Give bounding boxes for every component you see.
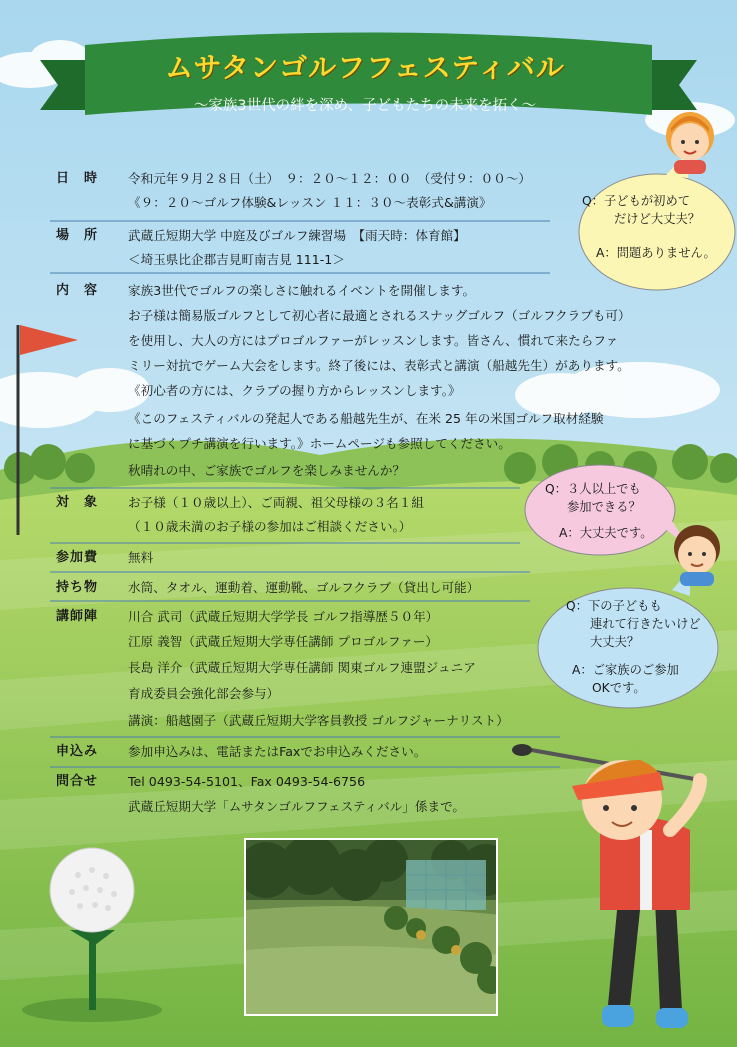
detail-label: 講師陣 [56, 609, 99, 624]
detail-line: 講演：船越園子（武蔵丘短期大学客員教授 ゴルフジャーナリスト） [128, 713, 509, 728]
detail-line: 武蔵丘短期大学「ムサタンゴルフフェスティバル」係まで。 [128, 799, 466, 814]
detail-line: 長島 洋介（武蔵丘短期大学専任講師 関東ゴルフ連盟ジュニア [128, 660, 476, 675]
detail-line: 参加申込みは、電話またはFaxでお申込みください。 [128, 744, 427, 759]
detail-line: 家族3世代でゴルフの楽しさに触れるイベントを開催します。 [128, 283, 476, 298]
detail-line: に基づくプチ講演を行います。》ホームページも参照してください。 [128, 436, 511, 451]
faq-answer: A：ご家族のご参加 [572, 663, 679, 677]
detail-label: 対 象 [56, 495, 99, 510]
detail-label: 申込み [56, 744, 99, 759]
detail-line: 《このフェスティバルの発起人である船越先生が、在米 25 年の米国ゴルフ取材経験 [128, 411, 604, 426]
header-banner [85, 30, 645, 128]
faq-answer: A：問題ありません。 [596, 246, 716, 260]
detail-label: 参加費 [56, 550, 99, 565]
faq-question: Q：３人以上でも [545, 482, 641, 496]
faq-question: 大丈夫？ [590, 635, 640, 649]
detail-line: 武蔵丘短期大学 中庭及びゴルフ練習場 【雨天時：体育館】 [128, 228, 466, 243]
faq-question: だけど大丈夫？ [614, 212, 701, 226]
faq-answer: OKです。 [592, 681, 646, 695]
faq-question: 参加できる？ [567, 500, 641, 514]
detail-line: 秋晴れの中、ご家族でゴルフを楽しみませんか？ [128, 463, 406, 478]
page-subtitle: 〜家族3世代の絆を深め、子どもたちの未来を拓く〜 [193, 98, 537, 114]
detail-label: 問合せ [56, 774, 99, 789]
detail-label: 場 所 [56, 228, 99, 243]
detail-line: 《９：２０〜ゴルフ体験&レッスン １１：３０〜表彰式&講演》 [128, 195, 492, 210]
detail-line: 令和元年９月２８日（土） ９：２０〜１２：００ （受付９：００〜） [128, 171, 531, 186]
detail-line: お子様（１０歳以上）、ご両親、祖父母様の３名１組 [128, 495, 424, 510]
boy-avatar-icon [674, 525, 720, 586]
detail-line: お子様は簡易版ゴルフとして初心者に最適とされるスナッグゴルフ（ゴルフクラブも可） [128, 308, 631, 323]
detail-line: を使用し、大人の方にはプロゴルファーがレッスンします。皆さん、慣れて来たらファ [128, 333, 619, 348]
detail-label: 持ち物 [56, 580, 99, 595]
campus-photo-art [246, 840, 498, 1016]
detail-line: 川合 武司（武蔵丘短期大学学長 ゴルフ指導歴５０年） [128, 609, 439, 624]
detail-line: 江原 義智（武蔵丘短期大学専任講師 プロゴルファー） [128, 634, 439, 649]
detail-line: ミリー対抗でゲーム大会をします。終了後には、表彰式と講演（船越先生）があります。 [128, 358, 630, 373]
detail-line: 育成委員会強化部会参与） [128, 686, 280, 701]
campus-photo [244, 838, 498, 1016]
faq-question: 連れて行きたいけど [590, 617, 701, 631]
faq-question: Q：下の子どもも [566, 599, 662, 613]
detail-label: 日 時 [56, 171, 99, 186]
page-title: ムサタンゴルフフェスティバル [165, 51, 565, 84]
detail-line: Tel 0493-54-5101、Fax 0493-54-6756 [128, 774, 366, 789]
detail-label: 内 容 [56, 283, 99, 298]
faq-answer: A：大丈夫です。 [559, 526, 653, 540]
detail-line: 水筒、タオル、運動着、運動靴、ゴルフクラブ（貸出し可能） [128, 580, 480, 595]
detail-line: 無料 [128, 550, 154, 565]
faq-question: Q：子どもが初めて [582, 194, 691, 208]
detail-line: ＜埼玉県比企郡吉見町南吉見 111-1＞ [128, 252, 345, 267]
detail-line: 《初心者の方には、クラブの握り方からレッスンします。》 [128, 383, 461, 398]
detail-line: （１０歳未満のお子様の参加はご相談ください。） [128, 519, 412, 534]
